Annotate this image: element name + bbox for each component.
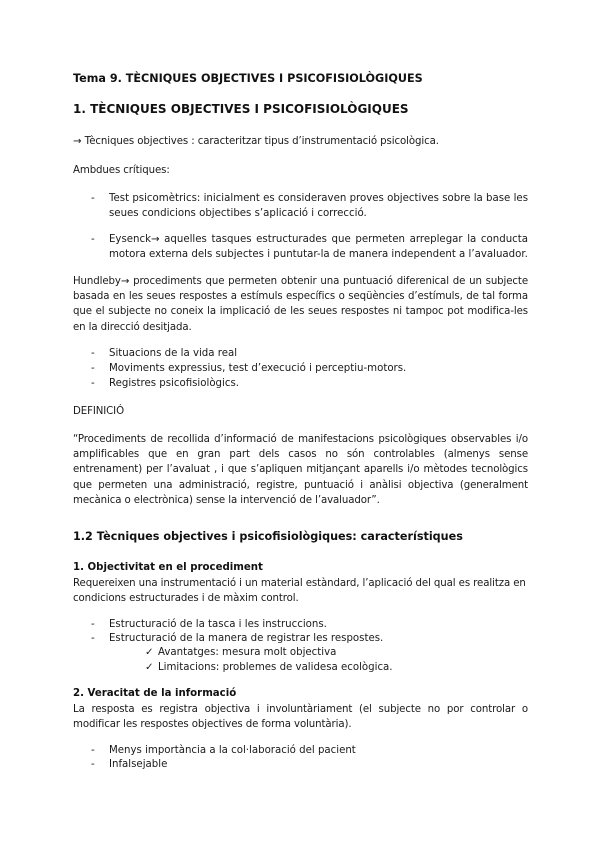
objectivitat-heading: 1. Objectivitat en el procediment [73,562,263,573]
check-icon: ✓ [145,662,154,673]
dash-bullet: - [91,234,95,245]
situacions-item-1: Situacions de la vida real [109,348,238,359]
check-item-avantatges [145,645,336,660]
dash-bullet: - [91,363,95,374]
section-1-heading: 1. TÈCNIQUES OBJECTIVES I PSICOFISIOLÒGIQUES [73,102,409,116]
dash-bullet: - [91,633,95,644]
dash-bullet: - [91,745,95,756]
definicio-label: DEFINICIÓ [73,406,125,417]
check-text-limitacions: Limitacions: problemes de validesa ecològica. [158,662,393,673]
critique-item-1: Test psicomètrics: inicialment es consideraven proves objectives sobre la base les seues condicions objectibes s’aplicació i correcció. [109,193,528,220]
check-text-avantatges: Avantatges: mesura molt objectiva [158,647,337,658]
definicio-text: “Procediments de recollida d’informació de manifestacions psicològiques observables i/o amplificables que en gran part dels casos no són controlables (almenys sense entrenament) per l’avaluat , i que s’apliquen mitjançant aparells i/o mètodes tecnològics que permeten una administració, registre, puntuació i anàlisi objectiva (generalment mecànica o electrònica) sense la intervenció de l’avaluador”. [73,434,528,506]
situacions-item-3: Registres psicofisiològics. [109,378,239,389]
veracitat-item-1: Menys importància a la col·laboració del pacient [109,745,356,756]
critique-item-2: Eysenck→ aquelles tasques estructurades que permeten arreplegar la conducta motora externa dels subjectes i puntutar-la de manera independent a l’avaluador. [109,234,528,261]
check-icon: ✓ [145,647,154,658]
dash-bullet: - [91,759,95,770]
check-item-limitacions [145,660,393,675]
dash-bullet: - [91,619,95,630]
objectivitat-item-1: Estructuració de la tasca i les instruccions. [109,619,327,630]
hundleby-paragraph: Hundleby→ procediments que permeten obtenir una puntuació diferenical de un subjecte basada en les seues respostes a estímuls específics o seqüències d’estímuls, de tal forma que el subjecte no coneix la implicació de les seues respostes ni tampoc pot modifica-les en la direcció desitjada. [73,276,528,333]
dash-bullet: - [91,348,95,359]
document-title: Tema 9. TÈCNIQUES OBJECTIVES I PSICOFISIOLÒGIQUES [73,72,423,85]
veracitat-heading: 2. Veracitat de la informació [73,688,237,699]
ambdues-label: Ambdues crítiques: [73,165,170,176]
veracitat-text: La resposta es registra objectiva i involuntàriament (el subjecte no por controlar o modificar les respostes objectives de forma voluntària). [73,704,528,731]
dash-bullet: - [91,378,95,389]
section-1-2-heading: 1.2 Tècniques objectives i psicofisiològiques: característiques [73,530,463,543]
dash-bullet: - [91,193,95,204]
situacions-item-2: Moviments expressius, test d’execució i perceptiu-motors. [109,363,407,374]
objectivitat-text: Requereixen una instrumentació i un material estàndard, l’aplicació del qual es realitza en condicions estructurades i de màxim control. [73,578,526,605]
objectivitat-item-2: Estructuració de la manera de registrar les respostes. [109,633,384,644]
arrow-line: → Tècniques objectives : caracteritzar tipus d’instrumentació psicològica. [73,136,439,147]
veracitat-item-2: Infalsejable [109,759,168,770]
